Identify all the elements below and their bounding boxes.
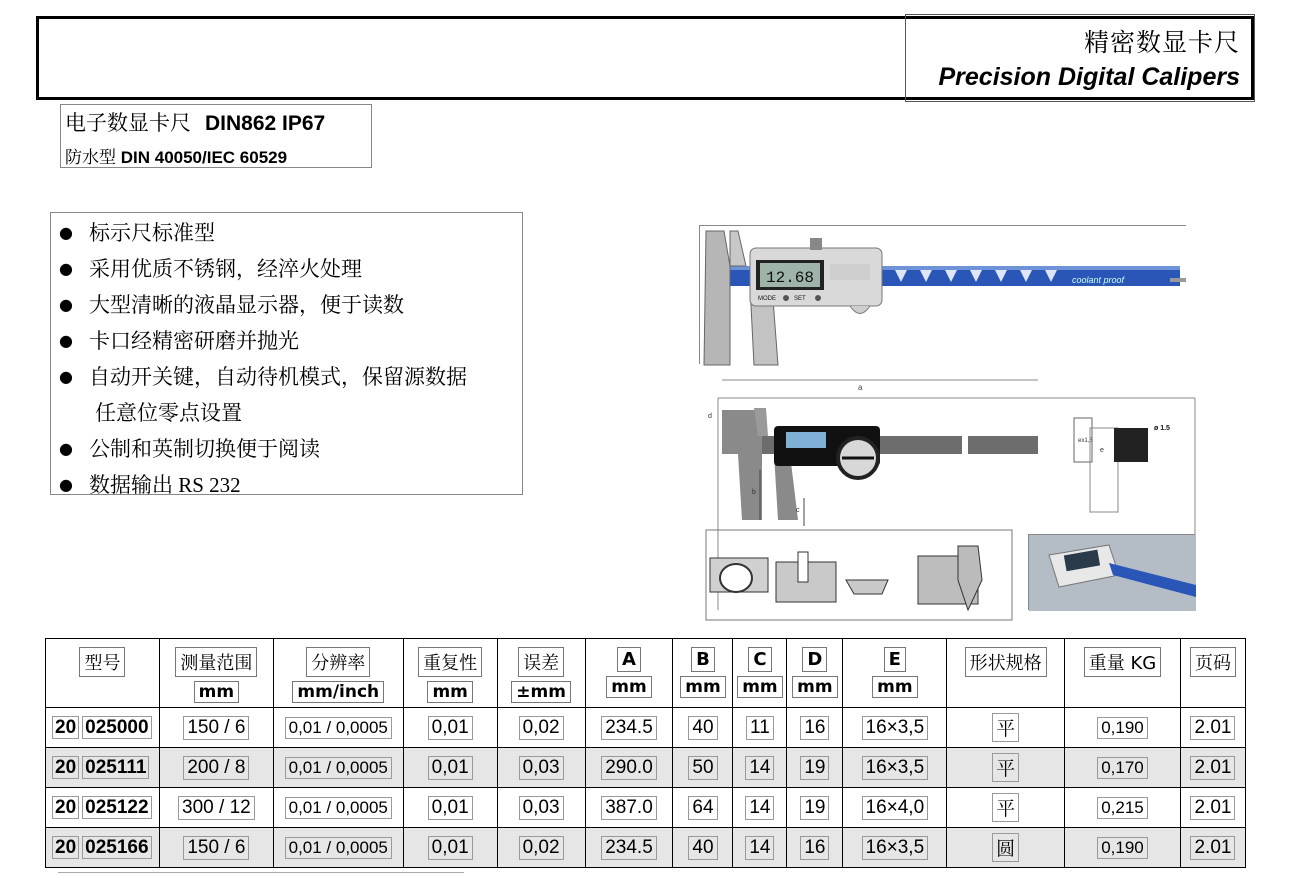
feature-text: 标示尺标准型 bbox=[89, 221, 215, 245]
model-prefix: 20 bbox=[52, 836, 79, 859]
feature-item bbox=[55, 431, 522, 467]
spec-table bbox=[45, 638, 1246, 868]
model-prefix: 20 bbox=[52, 756, 79, 779]
b-cell bbox=[673, 788, 733, 828]
model-cell bbox=[46, 788, 160, 828]
table-header-row bbox=[46, 639, 1246, 708]
weight-value: 0,190 bbox=[1097, 717, 1148, 739]
header-c bbox=[733, 639, 787, 708]
range-cell bbox=[159, 708, 273, 748]
features-box bbox=[50, 212, 523, 495]
model-prefix: 20 bbox=[52, 716, 79, 739]
model-prefix: 20 bbox=[52, 796, 79, 819]
bullet-icon: ● bbox=[59, 475, 73, 494]
b-value: 64 bbox=[688, 796, 717, 820]
b-cell bbox=[673, 708, 733, 748]
resolution-cell bbox=[273, 788, 403, 828]
range-cell bbox=[159, 748, 273, 788]
header-b bbox=[673, 639, 733, 708]
weight-cell bbox=[1065, 788, 1181, 828]
header-label: B bbox=[691, 647, 715, 672]
repeat-cell bbox=[403, 828, 497, 868]
header-label: 型号 bbox=[79, 647, 125, 677]
repeat-value: 0,01 bbox=[428, 796, 473, 820]
dim-a-label: a bbox=[858, 383, 863, 392]
resolution-cell bbox=[273, 828, 403, 868]
feature-item bbox=[55, 215, 522, 251]
weight-value: 0,190 bbox=[1097, 837, 1148, 859]
header-a bbox=[585, 639, 673, 708]
bottom-divider bbox=[58, 872, 464, 873]
d-value: 19 bbox=[800, 796, 829, 820]
shape-cell bbox=[947, 788, 1065, 828]
feature-text: 任意位零点设置 bbox=[95, 401, 242, 425]
table-row bbox=[46, 828, 1246, 868]
e-cell bbox=[843, 828, 947, 868]
page-value: 2.01 bbox=[1190, 756, 1235, 780]
header-page bbox=[1180, 639, 1245, 708]
a-value: 387.0 bbox=[601, 796, 657, 820]
b-cell bbox=[673, 748, 733, 788]
page-cell bbox=[1180, 708, 1245, 748]
d-value: 16 bbox=[800, 836, 829, 860]
model-cell bbox=[46, 748, 160, 788]
shape-cell bbox=[947, 748, 1065, 788]
usage-photo bbox=[1028, 534, 1195, 610]
usage-photo-illustration bbox=[1029, 535, 1196, 611]
header-label: 误差 bbox=[518, 647, 564, 677]
standards-line-2-cn: 防水型 bbox=[65, 148, 116, 167]
standards-line-2 bbox=[65, 143, 367, 168]
feature-text: 大型清晰的液晶显示器，便于读数 bbox=[89, 293, 404, 317]
resolution-value: 0,01 / 0,0005 bbox=[285, 837, 392, 859]
feature-item bbox=[55, 359, 522, 395]
d-cell bbox=[787, 708, 843, 748]
repeat-value: 0,01 bbox=[428, 756, 473, 780]
bullet-icon: ● bbox=[59, 295, 73, 314]
feature-item bbox=[55, 251, 522, 287]
b-value: 40 bbox=[688, 716, 717, 740]
d-cell bbox=[787, 748, 843, 788]
range-value: 300 / 12 bbox=[178, 796, 255, 820]
shape-cell bbox=[947, 708, 1065, 748]
features-list bbox=[55, 215, 522, 503]
a-cell bbox=[585, 748, 673, 788]
header-label: C bbox=[748, 647, 771, 672]
header-error bbox=[497, 639, 585, 708]
header-weight bbox=[1065, 639, 1181, 708]
c-value: 14 bbox=[745, 836, 774, 860]
page-value: 2.01 bbox=[1190, 796, 1235, 820]
c-value: 14 bbox=[745, 756, 774, 780]
c-value: 14 bbox=[745, 796, 774, 820]
c-cell bbox=[733, 788, 787, 828]
header-range bbox=[159, 639, 273, 708]
error-value: 0,03 bbox=[519, 756, 564, 780]
weight-cell bbox=[1065, 708, 1181, 748]
feature-text: 公制和英制切换便于阅读 bbox=[89, 437, 320, 461]
resolution-cell bbox=[273, 748, 403, 788]
model-number: 025000 bbox=[82, 716, 151, 739]
header-unit: mm bbox=[194, 681, 239, 703]
d-value: 16 bbox=[800, 716, 829, 740]
header-label: 重复性 bbox=[418, 647, 482, 677]
feature-text: 卡口经精密研磨并抛光 bbox=[89, 329, 299, 353]
c-cell bbox=[733, 708, 787, 748]
range-cell bbox=[159, 788, 273, 828]
dim-b-label: b bbox=[752, 489, 756, 496]
photo-brand-text: coolant proof bbox=[1072, 275, 1125, 285]
header-unit: mm bbox=[680, 676, 725, 698]
model-cell bbox=[46, 828, 160, 868]
bullet-icon: ● bbox=[59, 367, 73, 386]
shape-value: 圆 bbox=[992, 833, 1019, 862]
page-title-en: Precision Digital Calipers bbox=[938, 63, 1240, 91]
header-unit: mm bbox=[792, 676, 837, 698]
standards-line-1-std: DIN862 IP67 bbox=[205, 112, 326, 135]
shape-cell bbox=[947, 828, 1065, 868]
photo-lcd-readout: 12.68 bbox=[765, 269, 815, 287]
header-unit: mm bbox=[737, 676, 782, 698]
model-number: 025111 bbox=[82, 756, 149, 779]
weight-cell bbox=[1065, 748, 1181, 788]
feature-text: 自动开关键，自动待机模式，保留源数据 bbox=[89, 365, 467, 389]
bullet-icon: ● bbox=[59, 439, 73, 458]
range-cell bbox=[159, 828, 273, 868]
e-value: 16×3,5 bbox=[862, 836, 929, 860]
header-resolution bbox=[273, 639, 403, 708]
standards-line-1-cn: 电子数显卡尺 bbox=[65, 112, 191, 135]
shape-value: 平 bbox=[992, 793, 1019, 822]
header-unit: mm bbox=[427, 681, 472, 703]
header-label: A bbox=[617, 647, 641, 672]
resolution-cell bbox=[273, 708, 403, 748]
header-e bbox=[843, 639, 947, 708]
table-row bbox=[46, 788, 1246, 828]
repeat-cell bbox=[403, 708, 497, 748]
model-cell bbox=[46, 708, 160, 748]
feature-text: 数据输出 RS 232 bbox=[89, 473, 241, 497]
page-title-cn: 精密数显卡尺 bbox=[1083, 28, 1240, 57]
d-cell bbox=[787, 828, 843, 868]
standards-box bbox=[60, 104, 372, 168]
header-label: 重量 KG bbox=[1084, 647, 1161, 677]
repeat-cell bbox=[403, 788, 497, 828]
weight-value: 0,215 bbox=[1097, 797, 1148, 819]
header-label: 页码 bbox=[1190, 647, 1236, 677]
b-value: 50 bbox=[688, 756, 717, 780]
page-value: 2.01 bbox=[1190, 716, 1235, 740]
c-cell bbox=[733, 748, 787, 788]
repeat-value: 0,01 bbox=[428, 716, 473, 740]
error-cell bbox=[497, 748, 585, 788]
resolution-value: 0,01 / 0,0005 bbox=[285, 717, 392, 739]
header-label: 形状规格 bbox=[965, 647, 1047, 677]
header-label: D bbox=[802, 647, 827, 672]
dim-ex-label: ex1,6 bbox=[1078, 438, 1093, 444]
table-row bbox=[46, 748, 1246, 788]
e-cell bbox=[843, 788, 947, 828]
error-value: 0,02 bbox=[519, 716, 564, 740]
c-value: 11 bbox=[746, 716, 774, 740]
header-d bbox=[787, 639, 843, 708]
error-cell bbox=[497, 788, 585, 828]
b-cell bbox=[673, 828, 733, 868]
a-cell bbox=[585, 828, 673, 868]
e-cell bbox=[843, 748, 947, 788]
feature-item bbox=[55, 323, 522, 359]
header-unit: ±mm bbox=[511, 681, 571, 703]
bullet-icon: ● bbox=[59, 331, 73, 350]
error-cell bbox=[497, 828, 585, 868]
header-shape bbox=[947, 639, 1065, 708]
shape-value: 平 bbox=[992, 753, 1019, 782]
resolution-value: 0,01 / 0,0005 bbox=[285, 757, 392, 779]
photo-set-label: SET bbox=[794, 296, 806, 302]
header-label: 测量范围 bbox=[175, 647, 257, 677]
header-label: 分辨率 bbox=[306, 647, 370, 677]
repeat-value: 0,01 bbox=[428, 836, 473, 860]
page-cell bbox=[1180, 788, 1245, 828]
model-number: 025122 bbox=[82, 796, 151, 819]
c-cell bbox=[733, 828, 787, 868]
feature-item bbox=[55, 467, 522, 503]
a-value: 234.5 bbox=[601, 836, 657, 860]
a-value: 234.5 bbox=[601, 716, 657, 740]
repeat-cell bbox=[403, 748, 497, 788]
dim-e-label: e bbox=[1100, 447, 1104, 454]
weight-value: 0,170 bbox=[1097, 757, 1148, 779]
page-cell bbox=[1180, 828, 1245, 868]
shape-value: 平 bbox=[992, 713, 1019, 742]
d-cell bbox=[787, 788, 843, 828]
resolution-value: 0,01 / 0,0005 bbox=[285, 797, 392, 819]
e-cell bbox=[843, 708, 947, 748]
standards-line-1 bbox=[65, 107, 367, 137]
range-value: 150 / 6 bbox=[183, 716, 249, 740]
bullet-icon: ● bbox=[59, 223, 73, 242]
e-value: 16×3,5 bbox=[862, 756, 929, 780]
model-number: 025166 bbox=[82, 836, 151, 859]
dim-phi-label: ø 1.5 bbox=[1154, 425, 1170, 432]
bullet-icon: ● bbox=[59, 259, 73, 278]
a-cell bbox=[585, 708, 673, 748]
feature-item-continued bbox=[55, 395, 522, 431]
table-row bbox=[46, 708, 1246, 748]
product-photo bbox=[699, 225, 1186, 364]
b-value: 40 bbox=[688, 836, 717, 860]
header-label: E bbox=[884, 647, 906, 672]
range-value: 150 / 6 bbox=[183, 836, 249, 860]
e-value: 16×4,0 bbox=[862, 796, 929, 820]
feature-item bbox=[55, 287, 522, 323]
header-unit: mm/inch bbox=[292, 681, 384, 703]
header-repeatability bbox=[403, 639, 497, 708]
dim-c-label: c bbox=[796, 507, 800, 514]
caliper-photo-illustration bbox=[700, 226, 1187, 365]
a-value: 290.0 bbox=[601, 756, 657, 780]
error-value: 0,03 bbox=[519, 796, 564, 820]
e-value: 16×3,5 bbox=[862, 716, 929, 740]
standards-line-2-std: DIN 40050/IEC 60529 bbox=[120, 148, 288, 167]
header-model bbox=[46, 639, 160, 708]
photo-mode-label: MODE bbox=[758, 296, 776, 302]
header-unit: mm bbox=[606, 676, 651, 698]
header-unit: mm bbox=[872, 676, 917, 698]
weight-cell bbox=[1065, 828, 1181, 868]
page-value: 2.01 bbox=[1190, 836, 1235, 860]
title-block bbox=[905, 14, 1255, 102]
a-cell bbox=[585, 788, 673, 828]
feature-text: 采用优质不锈钢，经淬火处理 bbox=[89, 257, 362, 281]
error-value: 0,02 bbox=[519, 836, 564, 860]
error-cell bbox=[497, 708, 585, 748]
dim-d-label: d bbox=[708, 413, 712, 420]
d-value: 19 bbox=[800, 756, 829, 780]
page-cell bbox=[1180, 748, 1245, 788]
range-value: 200 / 8 bbox=[183, 756, 249, 780]
